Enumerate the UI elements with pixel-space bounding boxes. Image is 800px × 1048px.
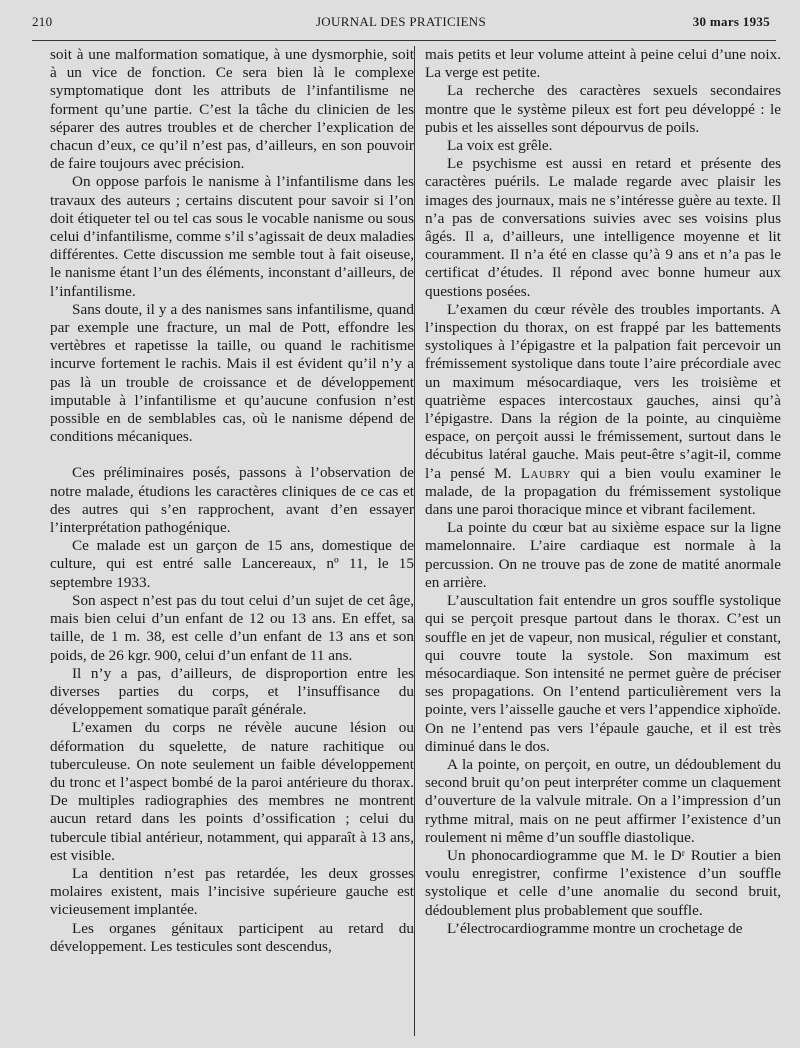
page-header: [32, 14, 770, 36]
paragraph: Il n’y a pas, d’ailleurs, de disproportion entre les diverses parties du corps, et l’insuffisance du développement somatique paraît générale.: [50, 664, 414, 719]
paragraph: La dentition n’est pas retardée, les deux grosses molaires existent, mais l’incisive supérieure gauche est vicieusement implantée.: [50, 864, 414, 919]
paragraph: La pointe du cœur bat au sixième espace sur la ligne mamelonnaire. L’aire cardiaque est normale à la percussion. On ne trouve pas de zone de matité anormale en arrière.: [425, 519, 781, 591]
paragraph: [425, 301, 781, 519]
header-rule: [32, 40, 776, 41]
paragraph: Son aspect n’est pas du tout celui d’un sujet de cet âge, mais bien celui d’un enfant de 12 ou 13 ans. En effet, sa taille, de 1 m. 38, est celle d’un enfant de 13 ans et son poids, de 26 kgr. 900, celui d’un enfant de 11 ans.: [50, 591, 414, 664]
paragraph: Le psychisme est aussi en retard et présente des caractères puérils. Le malade regarde avec plaisir les images des journaux, mais ne s’intéresse guère au texte. Il n’a pas de conversations suivies avec ses voisins plus âgés. Il a, d’ailleurs, une intelligence moyenne et lit couramment. Il n’a été en classe qu’à 9 ans et n’a pas le certificat d’études. Il répond avec bonne humeur aux questions posées.: [425, 155, 781, 300]
paragraph: L’électrocardiogramme montre un crochetage de: [447, 919, 743, 937]
right-column: [425, 46, 781, 938]
paragraph: soit à une malformation somatique, à une dysmorphie, soit à un vice de fonction. Ce sera bien là le complexe symptomatique dont les attributs de l’infantilisme ne forment qu’une partie. C’est la tâche du clinicien de les séparer des autres troubles et de chercher l’explication de chacun d’eux, ce qu’il n’est pas, d’ailleurs, en son pouvoir de faire toujours avec précision.: [50, 46, 414, 173]
paragraph: Sans doute, il y a des nanismes sans infantilisme, quand par exemple une fracture, un mal de Pott, effondre les vertèbres et rapetisse la taille, ou quand le rachitisme incurve fortement le rachis. Mais il est évident qu’il n’y a pas là un trouble de croissance et de développement imputable à l’infantilisme et qu’aucune confusion n’est possible en de semblables cas, où le nanisme dépend de conditions mécaniques.: [50, 300, 414, 446]
issue-date: 30 mars 1935: [692, 14, 770, 29]
paragraph-text: qui a bien voulu examiner le malade, de la propagation du frémissement systolique dans une paroi thoracique mince et vibrant facilement.: [425, 464, 782, 519]
left-column: [50, 46, 414, 956]
paragraph: Les organes génitaux participent au retard du développement. Les testicules sont descendus,: [50, 919, 414, 955]
paragraph: Ce malade est un garçon de 15 ans, domestique de culture, qui est entré salle Lancereaux, nº 11, le 15 septembre 1933.: [50, 537, 414, 591]
paragraph: mais petits et leur volume atteint à peine celui d’une noix. La verge est petite.: [425, 46, 781, 82]
author-name: Laubry: [520, 464, 571, 482]
paragraph: L’auscultation fait entendre un gros souffle systolique qui se perçoit presque partout dans le thorax. C’est un souffle en jet de vapeur, non musical, régulier et constant, qui couvre toute la systole. Son maximum est mésocardiaque. Son intensité ne permet guère de préciser ses propagations. On l’entend particulièrement vers la pointe, vers l’aisselle gauche et vers l’appendice xiphoïde. On ne l’entend pas vers l’épaule gauche, et il est très diminué dans le dos.: [425, 592, 781, 755]
paragraph: La voix est grêle.: [447, 137, 553, 155]
paragraph: L’examen du corps ne révèle aucune lésion ou déformation du squelette, de nature rachitique ou tuberculeuse. On note seulement un faible développement du tronc et l’aspect bombé de la paroi antérieure du thorax. De multiples radiographies des membres ne montrent aucun retard dans les points d’ossification ; celui du tubercule tibial antérieur, notamment, qui apparaît à 13 ans, est visible.: [50, 719, 414, 864]
column-divider: [414, 46, 415, 1036]
paragraph: Ces préliminaires posés, passons à l’observation de notre malade, étudions les caractères cliniques de ce cas et des autres qui s’en rapprochent, avant d’en essayer l’interprétation pathogénique.: [50, 464, 414, 537]
paragraph: Un phonocardiogramme que M. le Dʳ Routier a bien voulu enregistrer, confirme l’existence d’un souffle systolique et celle d’une anomalie du second bruit, dédoublement plus probablement que souffle.: [425, 846, 781, 919]
paragraph: On oppose parfois le nanisme à l’infantilisme dans les travaux des auteurs ; certains discutent pour savoir si l’on doit étiqueter tel ou tel cas sous le vocable nanisme ou sous celui d’infantilisme, comme s’il s’agissait de deux maladies différentes. Cette discussion me semble tout à fait oiseuse, le nanisme étant l’un des éléments, inconstant d’ailleurs, de l’infantilisme.: [50, 173, 414, 300]
page-number: 210: [32, 14, 53, 29]
paragraph-text: L’examen du cœur révèle des troubles importants. A l’inspection du thorax, on est frappé par les battements systoliques à l’épigastre et la palpation fait percevoir un frémissement systolique dans toute l’aire précordiale avec un maximum mésocardiaque, vers les troisième et quatrième espaces intercostaux gauches, ainsi qu’à l’épigastre. Dans la région de la pointe, au cinquième espace, on perçoit aussi le frémissement, surtout dans le décubitus latéral gauche. Mais peut-être s’agit-il, comme l’a pensé M.: [425, 300, 781, 482]
journal-title: JOURNAL DES PRATICIENS: [315, 14, 487, 29]
paragraph: La recherche des caractères sexuels secondaires montre que le système pileux est fort peu développé : le pubis et les aisselles sont dépourvus de poils.: [425, 82, 781, 136]
paragraph: A la pointe, on perçoit, en outre, un dédoublement du second bruit qu’on peut interpréter comme un claquement d’ouverture de la valvule mitrale. On a l’impression d’un rythme mitral, mais on ne peut affirmer l’existence d’un roulement ni même d’un souffle diastolique.: [425, 755, 781, 846]
